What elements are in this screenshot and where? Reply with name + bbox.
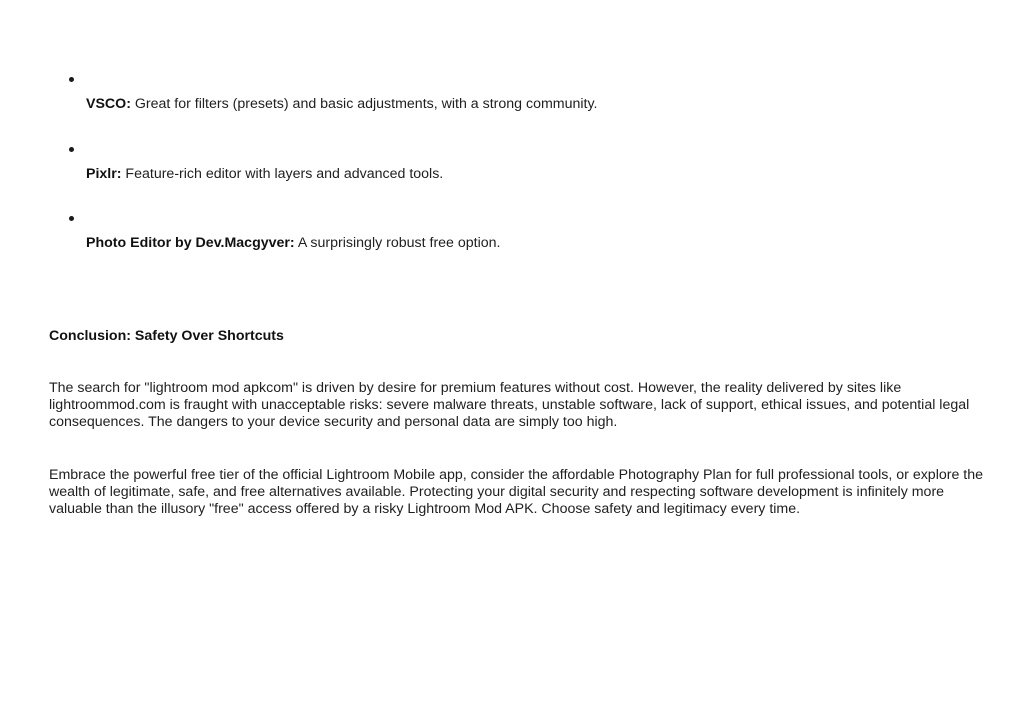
bullet-icon bbox=[69, 216, 74, 221]
bullet-icon bbox=[69, 147, 74, 152]
list-item bbox=[0, 211, 1023, 271]
conclusion-paragraph-2: Embrace the powerful free tier of the official Lightroom Mobile app, consider the affordable Photography Plan for full professional tools, or explore the wealth of legitimate, safe, and free alternatives available. Protecting your digital security and respecting software development is infinitely more valuable than the illusory "free" access offered by a risky Lightroom Mod APK. Choose safety and legitimacy every time. bbox=[49, 467, 984, 517]
alternative-description: Great for filters (presets) and basic adjustments, with a strong community. bbox=[130, 96, 598, 112]
list-item-text bbox=[86, 96, 597, 113]
conclusion-paragraph-1: The search for "lightroom mod apkcom" is driven by desire for premium features without cost. However, the reality delivered by sites like lightroommod.com is fraught with unacceptable risks: severe malware threats, unstable software, lack of support, ethical issues, and potential legal consequences. The dangers to your device security and personal data are simply too high. bbox=[49, 380, 970, 430]
alternative-name: VSCO: bbox=[86, 96, 131, 112]
list-item bbox=[0, 72, 1023, 132]
bullet-icon bbox=[69, 77, 74, 82]
list-item-text bbox=[86, 166, 443, 183]
list-item bbox=[0, 142, 1023, 202]
conclusion-heading: Conclusion: Safety Over Shortcuts bbox=[49, 328, 284, 344]
list-item-text bbox=[86, 235, 501, 252]
alternative-name: Pixlr: bbox=[86, 166, 122, 182]
alternative-description: Feature-rich editor with layers and advanced tools. bbox=[121, 166, 444, 182]
alternative-description: A surprisingly robust free option. bbox=[294, 235, 501, 251]
alternative-name: Photo Editor by Dev.Macgyver: bbox=[86, 235, 295, 251]
